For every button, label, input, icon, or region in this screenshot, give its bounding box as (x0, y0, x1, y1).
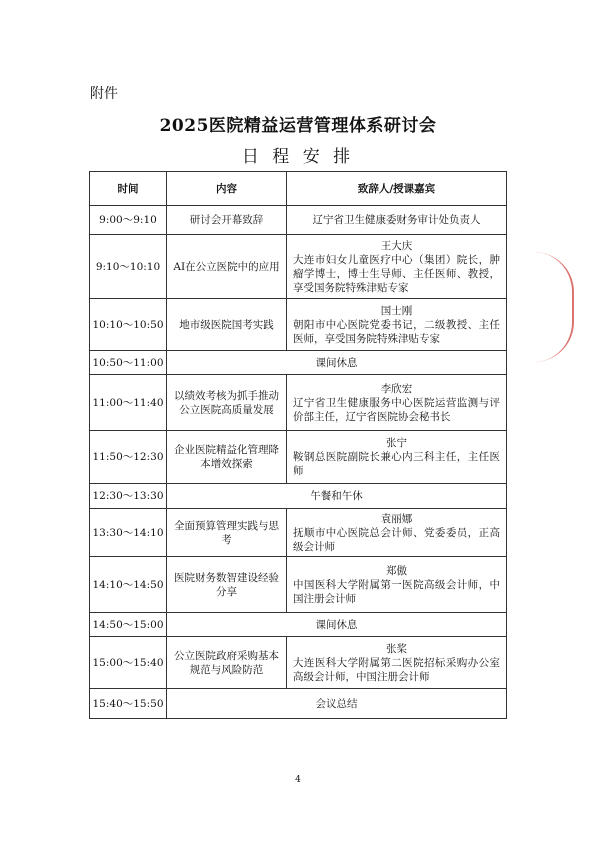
speaker-name: 王大庆 (380, 239, 413, 252)
table-row-break (90, 484, 507, 509)
row-content: 研讨会开幕致辞 (167, 206, 287, 235)
schedule-table (89, 171, 507, 719)
column-header-content: 内容 (167, 172, 287, 206)
table-row (90, 557, 507, 613)
row-time: 14:10～14:50 (90, 557, 167, 613)
table-row (90, 509, 507, 557)
speaker-title: 大连医科大学附属第二医院招标采购办公室高级会计师，中国注册会计师 (293, 656, 500, 683)
table-row-break (90, 351, 507, 375)
column-header-speaker: 致辞人/授课嘉宾 (287, 172, 507, 206)
table-row-break (90, 613, 507, 637)
row-time: 13:30～14:10 (90, 509, 167, 557)
speaker-name: 袁丽娜 (380, 512, 413, 525)
table-row-break (90, 689, 507, 719)
speaker-title: 中国医科大学附属第一医院高级会计师，中国注册会计师 (293, 578, 500, 605)
table-row (90, 431, 507, 484)
attachment-label: 附件 (90, 86, 118, 102)
speaker-name: 张桨 (386, 642, 407, 655)
row-break-label: 课间休息 (167, 613, 507, 637)
row-content: 企业医院精益化管理降本增效探索 (167, 431, 287, 484)
row-time: 11:50～12:30 (90, 431, 167, 484)
row-time: 14:50～15:00 (90, 613, 167, 637)
table-row (90, 235, 507, 299)
row-speaker (287, 206, 507, 235)
row-speaker (287, 557, 507, 613)
row-time: 12:30～13:30 (90, 484, 167, 509)
row-time: 9:00～9:10 (90, 206, 167, 235)
row-speaker (287, 509, 507, 557)
row-time: 15:40～15:50 (90, 689, 167, 719)
speaker-name: 张宁 (386, 437, 407, 449)
row-speaker (287, 637, 507, 689)
row-speaker (287, 431, 507, 484)
row-time: 10:10～10:50 (90, 299, 167, 351)
row-content: 医院财务数智建设经验分享 (167, 557, 287, 613)
speaker-title: 鞍钢总医院副院长兼心内三科主任，主任医师 (293, 451, 500, 477)
row-content: 地市级医院国考实践 (167, 299, 287, 351)
row-time: 10:50～11:00 (90, 351, 167, 375)
speaker-name: 李欣宏 (380, 382, 413, 395)
table-header-row (90, 172, 507, 206)
row-speaker (287, 375, 507, 431)
row-time: 15:00～15:40 (90, 637, 167, 689)
red-seal-mark (534, 252, 574, 362)
row-time: 11:00～11:40 (90, 375, 167, 431)
row-speaker (287, 235, 507, 299)
row-speaker (287, 299, 507, 351)
speaker-title: 抚顺市中心医院总会计师、党委委员，正高级会计师 (293, 526, 500, 553)
row-content: AI在公立医院中的应用 (167, 235, 287, 299)
speaker-title: 辽宁省卫生健康服务中心医院运营监测与评价部主任，辽宁省医院协会秘书长 (293, 396, 500, 423)
row-content: 以绩效考核为抓手推动公立医院高质量发展 (167, 375, 287, 431)
row-content: 公立医院政府采购基本规范与风险防范 (167, 637, 287, 689)
row-time: 9:10～10:10 (90, 235, 167, 299)
table-row (90, 375, 507, 431)
table-row (90, 206, 507, 235)
row-content: 全面预算管理实践与思考 (167, 509, 287, 557)
column-header-time: 时间 (90, 172, 167, 206)
row-break-label: 课间休息 (167, 351, 507, 375)
speaker-name: 国士刚 (380, 304, 413, 317)
row-break-label: 午餐和午休 (167, 484, 507, 509)
speaker-title: 辽宁省卫生健康委财务审计处负责人 (312, 214, 481, 226)
page-number: 4 (295, 775, 301, 785)
speaker-name: 郑傲 (386, 564, 407, 577)
document-subtitle: 日 程 安 排 (241, 147, 355, 167)
speaker-title: 朝阳市中心医院党委书记，二级教授、主任医师，享受国务院特殊津贴专家 (293, 318, 500, 345)
table-row (90, 299, 507, 351)
speaker-title: 大连市妇女儿童医疗中心（集团）院长，肿瘤学博士，博士生导师、主任医师、教授，享受国务院特殊津贴专家 (293, 253, 500, 294)
table-row (90, 637, 507, 689)
row-break-label: 会议总结 (167, 689, 507, 719)
document-title: 2025医院精益运营管理体系研讨会 (159, 116, 437, 136)
